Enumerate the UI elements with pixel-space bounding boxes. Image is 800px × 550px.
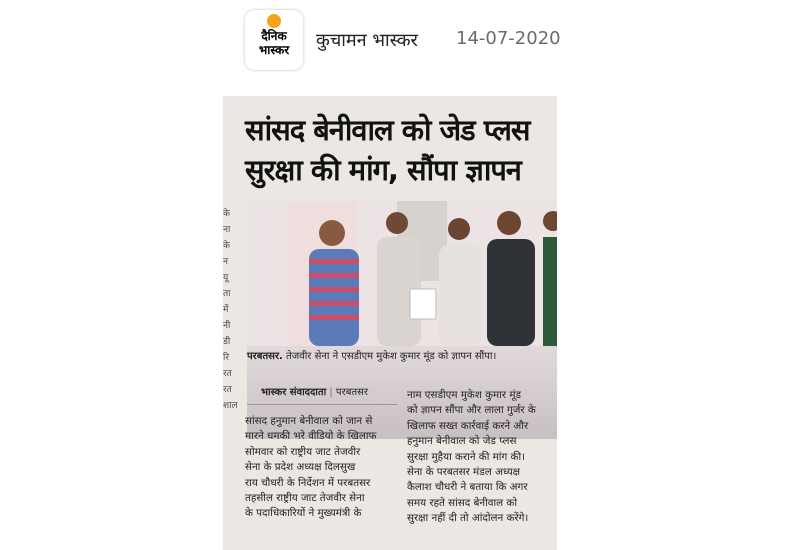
column-line: समय रहते सांसद बेनीवाल को: [407, 496, 517, 509]
byline-place: परबतसर: [335, 387, 368, 398]
edge-fragment: न: [223, 257, 228, 267]
edge-fragment: रत: [223, 369, 232, 379]
header: [0, 0, 800, 88]
newspaper-clipping: [223, 96, 557, 550]
column-line: सुरक्षा नहीं दी तो आंदोलन करेंगे।: [407, 512, 529, 525]
edge-fragment: रि: [223, 353, 230, 363]
edge-fragment: में: [223, 305, 229, 315]
column-line: मारने धमकी भरे वीडियो के खिलाफ: [245, 430, 377, 443]
byline: [261, 384, 368, 398]
divider: [247, 404, 397, 405]
column-line: सेना के प्रदेश अध्यक्ष दिलसुख: [245, 461, 356, 474]
photo-illustration: [247, 201, 557, 346]
caption-text: तेजवीर सेना ने एसडीएम मुकेश कुमार मूंड को ज्ञापन सौंपा।: [286, 351, 497, 362]
column-line: खिलाफ सख्त कार्रवाई करने और: [407, 419, 529, 432]
column-line: कैलाश चौधरी ने बताया कि अगर: [407, 481, 528, 494]
edition-date: 14-07-2020: [456, 28, 561, 49]
edition-title: कुचामन भास्कर: [316, 30, 418, 51]
edge-fragment: ता: [223, 289, 231, 299]
article-column-1: [245, 414, 413, 522]
left-edge-fragments: [223, 206, 237, 536]
column-line: के पदाधिकारियों ने मुख्यमंत्री के: [245, 507, 362, 520]
edge-fragment: डी: [223, 337, 231, 347]
column-line: नाम एसडीएम मुकेश कुमार मूंड: [407, 389, 521, 401]
column-line: सांसद हनुमान बेनीवाल को जान से: [245, 415, 373, 427]
logo-text-line2: भास्कर: [258, 43, 290, 57]
column-line: राय चौधरी के निर्देशन में परबतसर: [245, 476, 371, 489]
headline-line: सांसद बेनीवाल को जेड प्लस: [245, 113, 530, 147]
column-line: हनुमान बेनीवाल को जेड प्लस: [407, 435, 517, 448]
column-line: सेना के परबतसर मंडल अध्यक्ष: [407, 466, 521, 479]
byline-name: भास्कर संवाददाता: [261, 387, 327, 398]
edge-fragment: ना: [223, 225, 231, 235]
edge-fragment: नी: [223, 321, 231, 331]
column-line: सुरक्षा मुहैया कराने की मांग की।: [407, 450, 526, 463]
edge-fragment: शाल: [223, 401, 238, 411]
article-headline: [245, 110, 557, 190]
column-line: सोमवार को राष्ट्रीय जाट तेजवीर: [245, 445, 361, 458]
photo-caption: [247, 348, 557, 362]
column-line: तहसील राष्ट्रीय जाट तेजवीर सेना: [245, 492, 365, 505]
edge-fragment: रत: [223, 385, 232, 395]
logo-text-line1: दैनिक: [261, 29, 287, 43]
byline-separator: |: [329, 387, 336, 398]
article-column-2: [407, 388, 555, 527]
edge-fragment: के: [223, 209, 230, 219]
dainik-bhaskar-logo[interactable]: [245, 10, 303, 70]
sun-icon: [267, 14, 281, 28]
headline-line: सुरक्षा की मांग, सौंपा ज्ञापन: [245, 153, 521, 187]
edge-fragment: के: [223, 241, 230, 251]
column-line: को ज्ञापन सौंपा और लाला गुर्जर के: [407, 404, 536, 417]
edge-fragment: यू: [223, 273, 229, 283]
caption-place: परबतसर.: [247, 351, 283, 362]
